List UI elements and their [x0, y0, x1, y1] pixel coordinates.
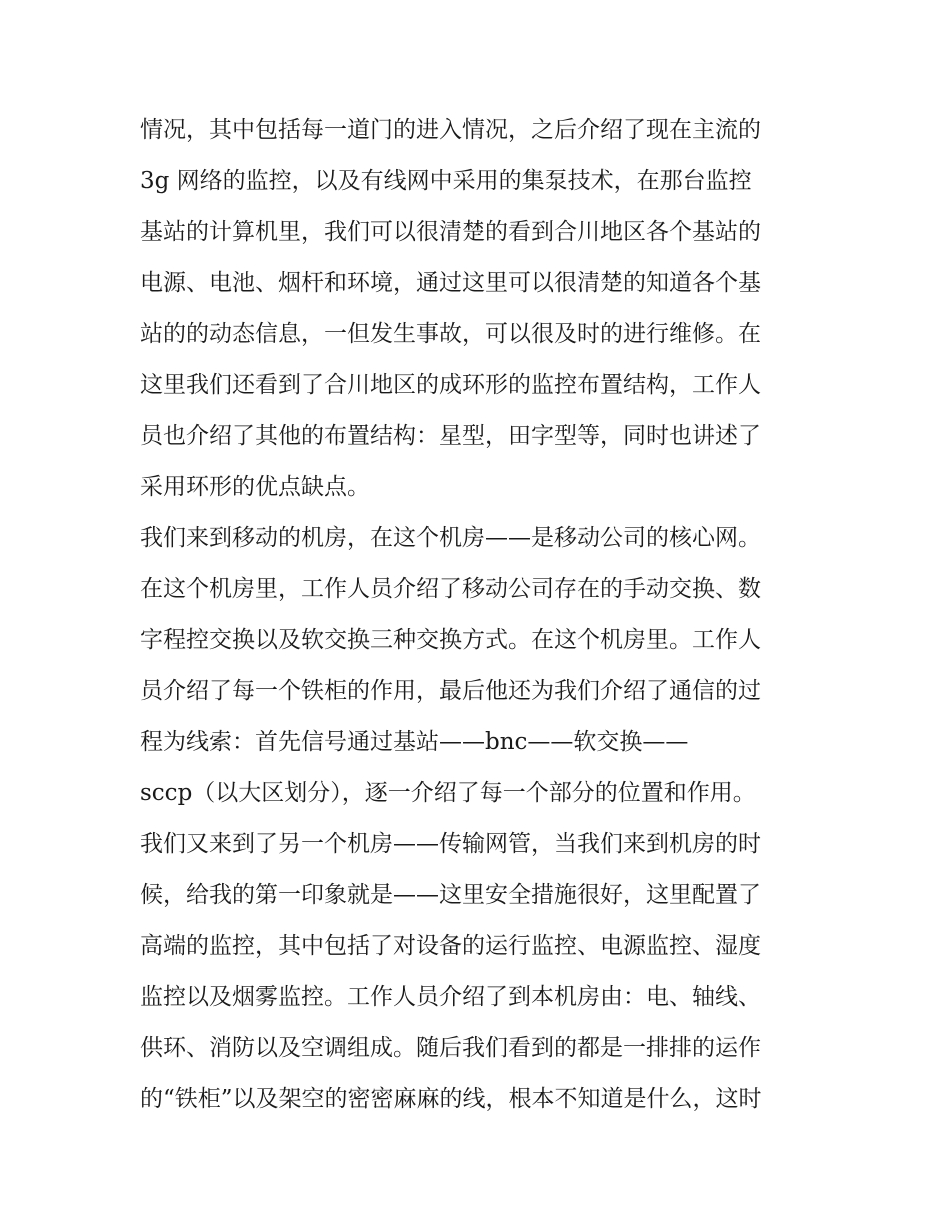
text-line: 监控以及烟雾监控。工作人员介绍了到本机房由：电、轴线、 — [140, 984, 761, 1010]
text-line: 在这个机房里，工作人员介绍了移动公司存在的手动交换、数 — [140, 576, 761, 602]
text-line: 情况，其中包括每一道门的进入情况，之后介绍了现在主流的 — [140, 117, 761, 143]
text-line: 采用环形的优点缺点。 — [140, 474, 370, 500]
text-line: 我们来到移动的机房，在这个机房——是移动公司的核心网。 — [140, 525, 761, 551]
text-line: 员也介绍了其他的布置结构：星型，田字型等，同时也讲述了 — [140, 423, 761, 449]
text-line: 基站的计算机里，我们可以很清楚的看到合川地区各个基站的 — [140, 219, 761, 245]
text-line: 我们又来到了另一个机房——传输网管，当我们来到机房的时 — [140, 831, 761, 857]
text-line: 这里我们还看到了合川地区的成环形的监控布置结构，工作人 — [140, 372, 761, 398]
text-line: 3g 网络的监控，以及有线网中采用的集泵技术，在那台监控 — [140, 168, 752, 194]
text-line: 供环、消防以及空调组成。随后我们看到的都是一排排的运作 — [140, 1035, 761, 1061]
text-line: 候，给我的第一印象就是——这里安全措施很好，这里配置了 — [140, 882, 761, 908]
text-line: 的“铁柜”以及架空的密密麻麻的线，根本不知道是什么，这时 — [140, 1086, 762, 1112]
document-body — [140, 105, 820, 1125]
text-line: 员介绍了每一个铁柜的作用，最后他还为我们介绍了通信的过 — [140, 678, 761, 704]
text-line: 高端的监控，其中包括了对设备的运行监控、电源监控、湿度 — [140, 933, 761, 959]
text-line: 电源、电池、烟杆和环境，通过这里可以很清楚的知道各个基 — [140, 270, 761, 296]
text-line: 程为线索：首先信号通过基站——bnc——软交换—— — [140, 729, 689, 755]
text-line: sccp（以大区划分），逐一介绍了每一个部分的位置和作用。 — [140, 780, 756, 806]
text-line: 字程控交换以及软交换三种交换方式。在这个机房里。工作人 — [140, 627, 761, 653]
text-line: 站的的动态信息，一但发生事故，可以很及时的进行维修。在 — [140, 321, 761, 347]
